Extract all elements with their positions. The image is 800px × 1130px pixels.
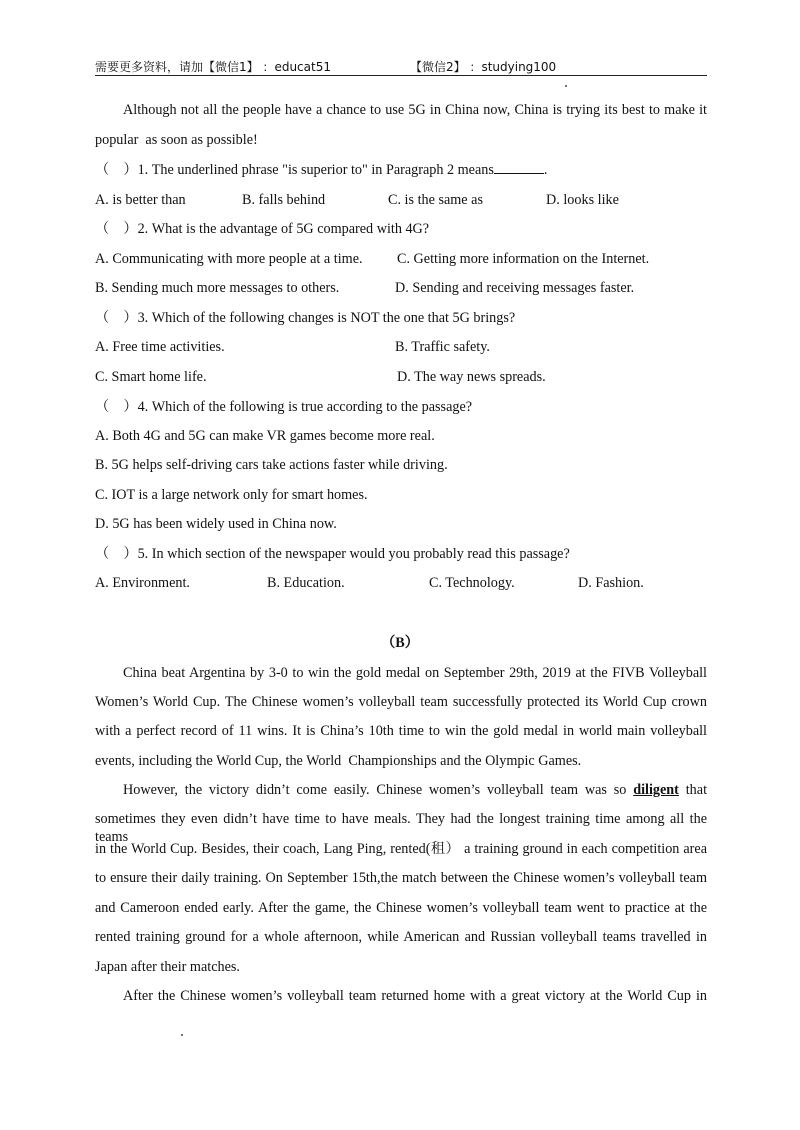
q2-option-c: C. Getting more information on the Internet. bbox=[397, 251, 650, 267]
underlined-keyword: diligent bbox=[633, 782, 679, 798]
question-4-stem: （ ）4. Which of the following is true according to the passage? bbox=[95, 399, 473, 415]
passage-b-p2-line-7: Japan after their matches. bbox=[95, 959, 240, 975]
stray-dot bbox=[181, 1034, 183, 1036]
passage-b-p2-line-6: rented training ground for a whole afternoon, while American and Russian volleyball teams travelled in bbox=[95, 929, 707, 945]
passage-b-p1-line-1: China beat Argentina by 3-0 to win the gold medal on September 29th, 2019 at the FIVB Volleyball bbox=[123, 665, 707, 681]
q5-option-b: B. Education. bbox=[267, 575, 345, 591]
question-3-stem: （ ）3. Which of the following changes is NOT the one that 5G brings? bbox=[95, 310, 516, 326]
question-2-stem: （ ）2. What is the advantage of 5G compared with 4G? bbox=[95, 221, 430, 237]
question-1-stem bbox=[95, 161, 547, 179]
question-5-stem: （ ）5. In which section of the newspaper would you probably read this passage? bbox=[95, 546, 570, 562]
stray-dot bbox=[565, 85, 567, 87]
q5-option-a: A. Environment. bbox=[95, 575, 190, 591]
q1-option-c: C. is the same as bbox=[388, 192, 483, 208]
q4-option-a: A. Both 4G and 5G can make VR games become more real. bbox=[95, 428, 435, 444]
section-b-title: （B） bbox=[381, 635, 419, 651]
q2-option-a: A. Communicating with more people at a time. bbox=[95, 251, 363, 267]
header-contact-right: 【微信2】 ：studying100 bbox=[410, 60, 557, 74]
passage-b-p2-line-3: in the World Cup. Besides, their coach, Lang Ping, rented(租） a training ground in each competition area bbox=[95, 841, 707, 857]
q4-option-b: B. 5G helps self-driving cars take actions faster while driving. bbox=[95, 457, 448, 473]
p2-text-after: that bbox=[685, 782, 708, 798]
q1-option-d: D. looks like bbox=[546, 192, 619, 208]
page-header bbox=[95, 56, 707, 76]
q1-option-a: A. is better than bbox=[95, 192, 186, 208]
p2-text-before: However, the victory didn’t come easily. Chinese women’s volleyball team was so bbox=[123, 782, 627, 798]
passage-b-p2-line-1 bbox=[123, 781, 707, 799]
q4-option-d: D. 5G has been widely used in China now. bbox=[95, 516, 337, 532]
q3-option-b: B. Traffic safety. bbox=[395, 339, 490, 355]
passage-b-p2-line-4: to ensure their daily training. On September 15th,the match between the Chinese women’s volleyball team bbox=[95, 870, 707, 886]
passage-b-p1-line-2: Women’s World Cup. The Chinese women’s volleyball team successfully protected its World Cup crown bbox=[95, 694, 707, 710]
passage-b-p2-line-5: and Cameroon ended early. After the game, the Chinese women’s volleyball team went to practice at the bbox=[95, 900, 707, 916]
q3-option-a: A. Free time activities. bbox=[95, 339, 225, 355]
q3-option-d: D. The way news spreads. bbox=[397, 369, 546, 385]
q5-option-d: D. Fashion. bbox=[578, 575, 644, 591]
question-1-end: . bbox=[543, 162, 548, 178]
header-contact-left: 需要更多资料，请加【微信1】 ：educat51 bbox=[95, 60, 331, 74]
intro-line-1: Although not all the people have a chance to use 5G in China now, China is trying its best to make it bbox=[123, 102, 707, 118]
q3-option-c: C. Smart home life. bbox=[95, 369, 207, 385]
q2-option-d: D. Sending and receiving messages faster. bbox=[395, 280, 635, 296]
passage-b-p2-line-2: sometimes they even didn’t have time to have meals. They had the longest training time among all the teams bbox=[95, 811, 707, 845]
passage-b-p3-line-1: After the Chinese women’s volleyball team returned home with a great victory at the World Cup in bbox=[123, 988, 707, 1004]
q4-option-c: C. IOT is a large network only for smart homes. bbox=[95, 487, 368, 503]
q1-option-b: B. falls behind bbox=[242, 192, 326, 208]
passage-b-p1-line-4: events, including the World Cup, the World Championships and the Olympic Games. bbox=[95, 753, 582, 769]
q2-option-b: B. Sending much more messages to others. bbox=[95, 280, 340, 296]
question-1-text: （ ）1. The underlined phrase "is superior to" in Paragraph 2 means bbox=[95, 162, 494, 178]
intro-line-2: popular as soon as possible! bbox=[95, 132, 258, 148]
header-divider bbox=[95, 75, 707, 76]
answer-blank bbox=[494, 161, 544, 174]
passage-b-p1-line-3: with a perfect record of 11 wins. It is China’s 10th time to win the gold medal in world main volleyball bbox=[95, 723, 707, 739]
q5-option-c: C. Technology. bbox=[429, 575, 515, 591]
